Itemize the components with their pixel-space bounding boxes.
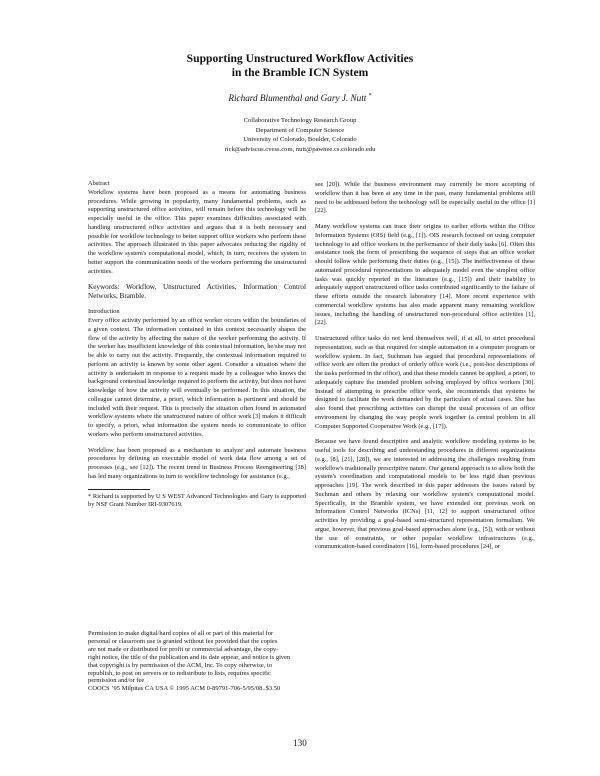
footnote-rule <box>88 489 150 490</box>
permission-line: republish, to post on servers or to redistribute to lists, requires specific <box>88 669 271 677</box>
author-footnote: * Richard is supported by U S WEST Advanced Technologies and Gary is supported by NSF Grant Number IRI-9307619. <box>88 492 306 509</box>
permission-notice <box>88 630 306 693</box>
intro-paragraph: Every office activity performed by an office worker occurs within the boundaries of a given context. The information contained in this context necessarily shapes the flow of the activity by affecting the nature of the worker performing the activity. If the worker has insufficient knowledge of this contextual information, he/she may not be able to carry out the activity. Frequently, the contextual information required to perform an activity is known by some other agent. Consider a situation where the activity is undertaken in response to a request made by a colleague who knows the background contextual knowledge required to perform the activity, but does not have knowledge of how the activity will eventually be performed. In this situation, the colleague cannot determine, a priori, which information is pertinent and should be included with their request. This is precisely the situation often found in automated workflow systems where the unstructured nature of office work [3] makes it difficult to specify, a priori, what information the system needs to communicate to office workers who perform unstructured activities. <box>88 317 306 438</box>
authors: Richard Blumenthal and Gary J. Nutt <box>228 93 367 104</box>
affiliation <box>0 116 600 154</box>
permission-line: that copyright is by permission of the ACM, Inc. To copy otherwise, to <box>88 661 273 669</box>
title-line-2: in the Bramble ICN System <box>231 66 369 79</box>
permission-line: are not made or distributed for profit or commercial advantage, the copy- <box>88 645 279 653</box>
title-line-1: Supporting Unstructured Workflow Activities <box>186 52 414 65</box>
copyright-line: COOCS ’95 Milpitas CA USA © 1995 ACM 0-89791-706-5/95/08..$3.50 <box>88 685 281 693</box>
paper-title <box>0 52 600 80</box>
body-paragraph: Unstructured office tasks do not lend themselves well, if at all, to strict procedural representation, such as that required for simple automation in a computer program or workflow system. In fact, Suchman has argued that procedural representations of office work are often the product of orderly office work (i.e., post-hoc descriptions of the tasks performed in the office), and that these models cannot be applied, a priori, to adequately capture the intended problem solving employed by office workers [30]. Instead of attempting to prescribe office work, she recommends that systems be designed to facilitate the work demanded by the particulars of actual cases. She has also found that prescribing activities can disrupt the usual processes of an office environment by changing the way people work together (a central problem in all Computer Supported Cooperative Work (e.g., [17]). <box>315 335 535 430</box>
permission-line: personal or classroom use is granted without fee provided that the copies <box>88 637 278 645</box>
permission-line: right notice, the title of the publication and its date appear, and notice is given <box>88 653 291 661</box>
affiliation-line: University of Colorado, Boulder, Colorado <box>243 136 357 144</box>
permission-line: permission and/or fee <box>88 677 145 685</box>
introduction-heading: Introduction <box>88 308 120 316</box>
right-column <box>315 181 535 559</box>
body-paragraph: Many workflow systems can trace their origins to earlier efforts within the Office Information Systems (OIS) field (e.g., [1]). OIS research focused on using computer technology to aid office workers in the performance of their daily tasks [6]. Often this assistance took the form of prescribing the sequence of steps that an office worker should follow while performing their duties (e.g., [15]). The ineffectiveness of these automated procedural representations to adequately model even the simplest office tasks was quickly reported in the literature (e.g., [15]) and their inability to adequately support unstructured office tasks contributed significantly to the failure of these efforts outside the research laboratory [14]. More recent experience with commercial workflow systems has also made apparent many remaining workflow issues, including the handling of unstructured non-procedural office activities [1], [22]. <box>315 223 535 327</box>
affiliation-line: Department of Computer Science <box>255 126 345 134</box>
keywords: Keywords: Workflow, Unstructured Activities, Information Control Networks, Bramble. <box>88 283 306 301</box>
page-number: 130 <box>293 738 307 748</box>
left-column <box>88 180 306 517</box>
affiliation-emails: rick@adviscus.cvess.com, nutt@pawnee.cs.colorado.edu <box>224 145 376 153</box>
affiliation-line: Collaborative Technology Research Group <box>243 117 357 124</box>
abstract-text: Workflow systems have been proposed as a means for automating business procedures. While growing in popularity, many fundamental problems, such as supporting unstructured office activities, will remain before this technology will be especially useful in the office. This paper examines difficulties associated with handling unstructured office activities and argues that it is both necessary and possible for workflow technology to better support office workers who perform these activities. The approach illustrated in this paper advocates reducing the rigidity of the workflow system's computational model, which, in turn, receives the system to better support the communication needs of the workers performing the unstructured activities. <box>88 188 306 275</box>
body-paragraph: Because we have found descriptive and analytic workflow modeling systems to be useful tools for describing and understanding procedures in different organizations (e.g., [8], [21], [28]), we are interested in addressing the challenges resulting from workflow's traditionally prescriptive nature. Our general approach is to allow both the system's coordination and computational models to be less rigid than previous approaches [19]. The work described in this paper addresses the issues raised by Suchman and others by relaxing our workflow system's computational model. Specifically, in the Bramble system, we have extended our previous work on Information Control Networks (ICNs) [11, 12] to support unstructured office activities by providing a goal-based semi-structured representation formalism. We argue, however, that previous goal-based approaches alone (e.g., [5]), with or without the use of constraints, or other popular workflow infrastructures (e.g., communication-based coordinators [16], form-based procedures [24], or <box>315 438 535 551</box>
author-footnote-mark: * <box>368 93 372 99</box>
body-paragraph: see [20]). While the business environment may currently be more accepting of workflow than it has been at any time in the past, many fundamental problems still need to be addressed before the technology will be especially useful in the office [1] [22]. <box>315 181 535 215</box>
author-line <box>0 93 600 103</box>
intro-paragraph: Workflow has been proposed as a mechanism to analyze and automate business procedures by defining an executable model of work data flow among a set of processes (e.g., see [12]). The recent trend in Business Process Reengineering [18] has led many organizations to turn to workflow technology for assistance (e.g., <box>88 446 306 480</box>
abstract-heading: Abstract <box>88 180 110 187</box>
permission-line: Permission to make digital/hard copies of all or part of this material for <box>88 630 274 637</box>
